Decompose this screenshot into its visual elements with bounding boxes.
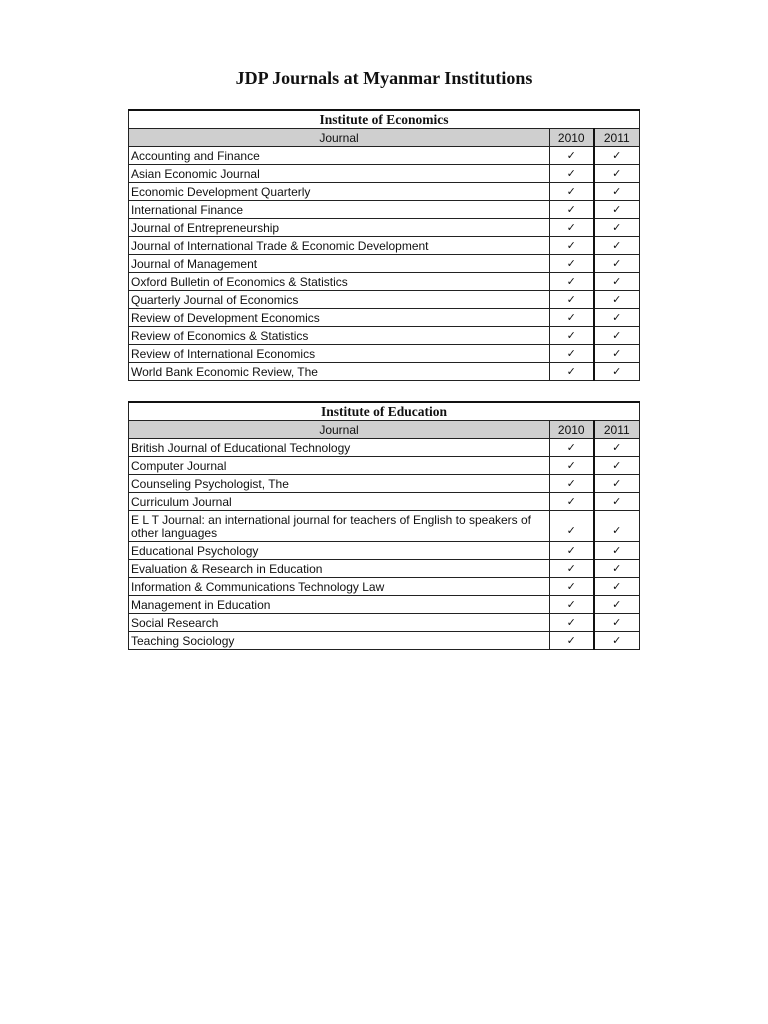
journal-name: British Journal of Educational Technology [129,439,550,457]
check-2010: ✓ [550,457,594,475]
check-2011: ✓ [594,457,640,475]
table-row [129,511,640,542]
column-header-2011: 2011 [594,421,640,439]
check-2011: ✓ [594,614,640,632]
column-header-journal: Journal [129,129,550,147]
check-2010: ✓ [550,291,594,309]
check-2011: ✓ [594,291,640,309]
section-title: Institute of Economics [129,110,640,129]
journal-name: Teaching Sociology [129,632,550,650]
journal-name: Social Research [129,614,550,632]
journal-name: Quarterly Journal of Economics [129,291,550,309]
table-row [129,309,640,327]
check-2010: ✓ [550,475,594,493]
check-2010: ✓ [550,147,594,165]
table-row [129,237,640,255]
check-2011: ✓ [594,147,640,165]
journal-name: Journal of International Trade & Economic Development [129,237,550,255]
check-2011: ✓ [594,237,640,255]
check-2010: ✓ [550,201,594,219]
check-2010: ✓ [550,596,594,614]
table-row [129,457,640,475]
journal-name: Asian Economic Journal [129,165,550,183]
journal-name: Management in Education [129,596,550,614]
page-title: JDP Journals at Myanmar Institutions [235,68,533,88]
check-2010: ✓ [550,255,594,273]
column-header-2011: 2011 [594,129,640,147]
check-2010: ✓ [550,493,594,511]
education-journals-table [128,401,640,650]
table-row [129,183,640,201]
table-row [129,493,640,511]
section-title: Institute of Education [129,402,640,421]
table-row [129,219,640,237]
table-row [129,273,640,291]
check-2011: ✓ [594,345,640,363]
table-row [129,439,640,457]
check-2011: ✓ [594,439,640,457]
table-row [129,578,640,596]
economics-journals-table [128,109,640,381]
check-2010: ✓ [550,560,594,578]
column-header-2010: 2010 [550,421,594,439]
check-2010: ✓ [550,219,594,237]
table-row [129,345,640,363]
journal-name: Review of International Economics [129,345,550,363]
check-2011: ✓ [594,475,640,493]
journal-name: Review of Economics & Statistics [129,327,550,345]
check-2010: ✓ [550,273,594,291]
check-2010: ✓ [550,363,594,381]
check-2011: ✓ [594,596,640,614]
journal-name: E L T Journal: an international journal for teachers of English to speakers of other languages [129,511,550,542]
table-row [129,147,640,165]
table-row [129,542,640,560]
check-2010: ✓ [550,237,594,255]
table-row [129,596,640,614]
journal-name: Evaluation & Research in Education [129,560,550,578]
table-row [129,327,640,345]
check-2011: ✓ [594,165,640,183]
check-2010: ✓ [550,632,594,650]
journal-name: Curriculum Journal [129,493,550,511]
check-2011: ✓ [594,511,640,542]
check-2011: ✓ [594,183,640,201]
check-2010: ✓ [550,183,594,201]
journal-name: International Finance [129,201,550,219]
check-2011: ✓ [594,542,640,560]
journal-name: Educational Psychology [129,542,550,560]
table-row [129,475,640,493]
table-row [129,632,640,650]
table-row [129,560,640,578]
check-2010: ✓ [550,345,594,363]
table-row [129,614,640,632]
journal-name: Journal of Entrepreneurship [129,219,550,237]
check-2011: ✓ [594,363,640,381]
check-2010: ✓ [550,614,594,632]
check-2011: ✓ [594,327,640,345]
check-2010: ✓ [550,542,594,560]
check-2011: ✓ [594,219,640,237]
table-row [129,165,640,183]
column-header-journal: Journal [129,421,550,439]
journal-name: Computer Journal [129,457,550,475]
check-2010: ✓ [550,439,594,457]
journal-name: Accounting and Finance [129,147,550,165]
table-row [129,363,640,381]
journal-name: Economic Development Quarterly [129,183,550,201]
check-2010: ✓ [550,578,594,596]
check-2011: ✓ [594,560,640,578]
check-2010: ✓ [550,309,594,327]
check-2011: ✓ [594,255,640,273]
check-2011: ✓ [594,578,640,596]
table-row [129,255,640,273]
journal-name: Journal of Management [129,255,550,273]
journal-name: Oxford Bulletin of Economics & Statistics [129,273,550,291]
journal-name: Review of Development Economics [129,309,550,327]
check-2010: ✓ [550,327,594,345]
journal-name: Counseling Psychologist, The [129,475,550,493]
check-2011: ✓ [594,632,640,650]
journal-name: Information & Communications Technology Law [129,578,550,596]
check-2011: ✓ [594,309,640,327]
column-header-2010: 2010 [550,129,594,147]
check-2011: ✓ [594,273,640,291]
journal-name: World Bank Economic Review, The [129,363,550,381]
table-row [129,201,640,219]
check-2011: ✓ [594,493,640,511]
check-2010: ✓ [550,511,594,542]
table-row [129,291,640,309]
check-2011: ✓ [594,201,640,219]
check-2010: ✓ [550,165,594,183]
